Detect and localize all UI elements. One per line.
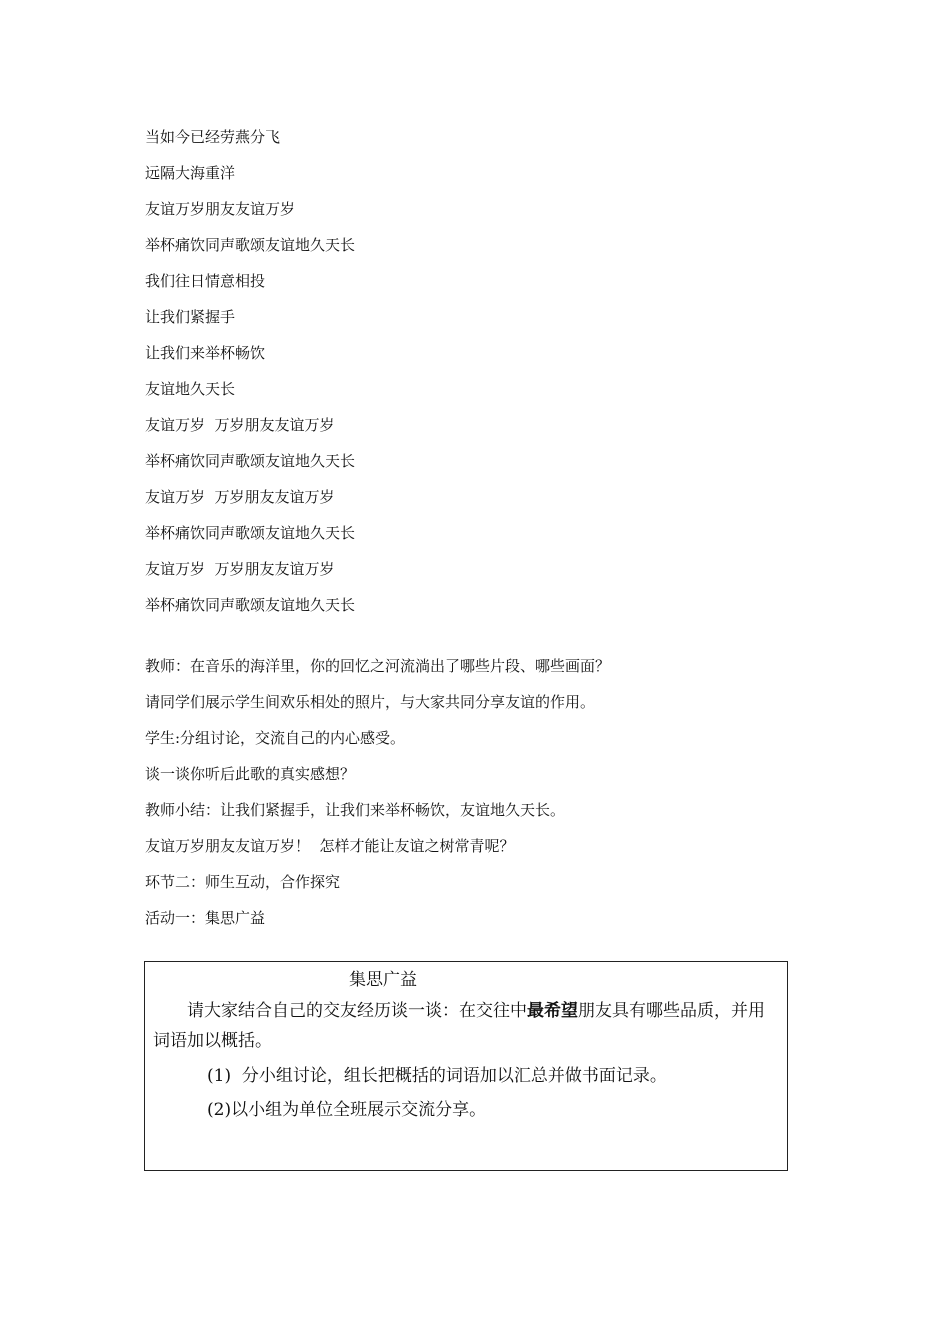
note-line: 请同学们展示学生间欢乐相处的照片，与大家共同分享友谊的作用。 — [145, 693, 596, 711]
song-lyrics — [145, 125, 355, 629]
lyric-line: 让我们来举杯畅饮 — [145, 344, 266, 362]
lyric-line: 举杯痛饮同声歌颂友谊地久天长 — [145, 236, 356, 254]
lyric-line: 我们往日情意相投 — [145, 272, 266, 290]
lyric-line: 远隔大海重洋 — [145, 164, 236, 182]
activity-step-1: (1) 分小组讨论，组长把概括的词语加以汇总并做书面记录。 — [207, 1066, 667, 1086]
instruction-text-end: 朋友具有哪些品质，并用词语加以概括。 — [153, 1001, 765, 1051]
instruction-text-start: 请大家结合自己的交友经历谈一谈：在交往中 — [187, 1001, 527, 1021]
note-line: 友谊万岁朋友友谊万岁！ 怎样才能让友谊之树常青呢？ — [145, 837, 515, 855]
lyric-line: 举杯痛饮同声歌颂友谊地久天长 — [145, 524, 356, 542]
note-line: 活动一：集思广益 — [145, 909, 266, 927]
note-line: 教师：在音乐的海洋里，你的回忆之河流淌出了哪些片段、哪些画面？ — [145, 657, 611, 675]
note-line: 环节二：师生互动，合作探究 — [145, 873, 341, 891]
lyric-line: 友谊万岁朋友友谊万岁 — [145, 200, 296, 218]
lyric-line: 举杯痛饮同声歌颂友谊地久天长 — [145, 596, 356, 614]
lyric-line: 让我们紧握手 — [145, 308, 236, 326]
lyric-line: 当如今已经劳燕分飞 — [145, 128, 281, 146]
lyric-line: 友谊地久天长 — [145, 380, 236, 398]
note-line: 教师小结：让我们紧握手，让我们来举杯畅饮，友谊地久天长。 — [145, 801, 566, 819]
activity-box-title: 集思广益 — [349, 970, 417, 990]
activity-step-2: (2)以小组为单位全班展示交流分享。 — [207, 1100, 487, 1120]
lyric-line: 友谊万岁 万岁朋友友谊万岁 — [145, 416, 335, 434]
note-line: 谈一谈你听后此歌的真实感想？ — [145, 765, 356, 783]
lyric-line: 友谊万岁 万岁朋友友谊万岁 — [145, 560, 335, 578]
lesson-notes — [145, 654, 610, 942]
activity-instruction — [153, 996, 781, 1056]
instruction-emphasis: 最希望 — [527, 1001, 578, 1021]
note-line: 学生:分组讨论，交流自己的内心感受。 — [145, 729, 406, 747]
lyric-line: 友谊万岁 万岁朋友友谊万岁 — [145, 488, 335, 506]
lyric-line: 举杯痛饮同声歌颂友谊地久天长 — [145, 452, 356, 470]
activity-box — [144, 961, 788, 1171]
